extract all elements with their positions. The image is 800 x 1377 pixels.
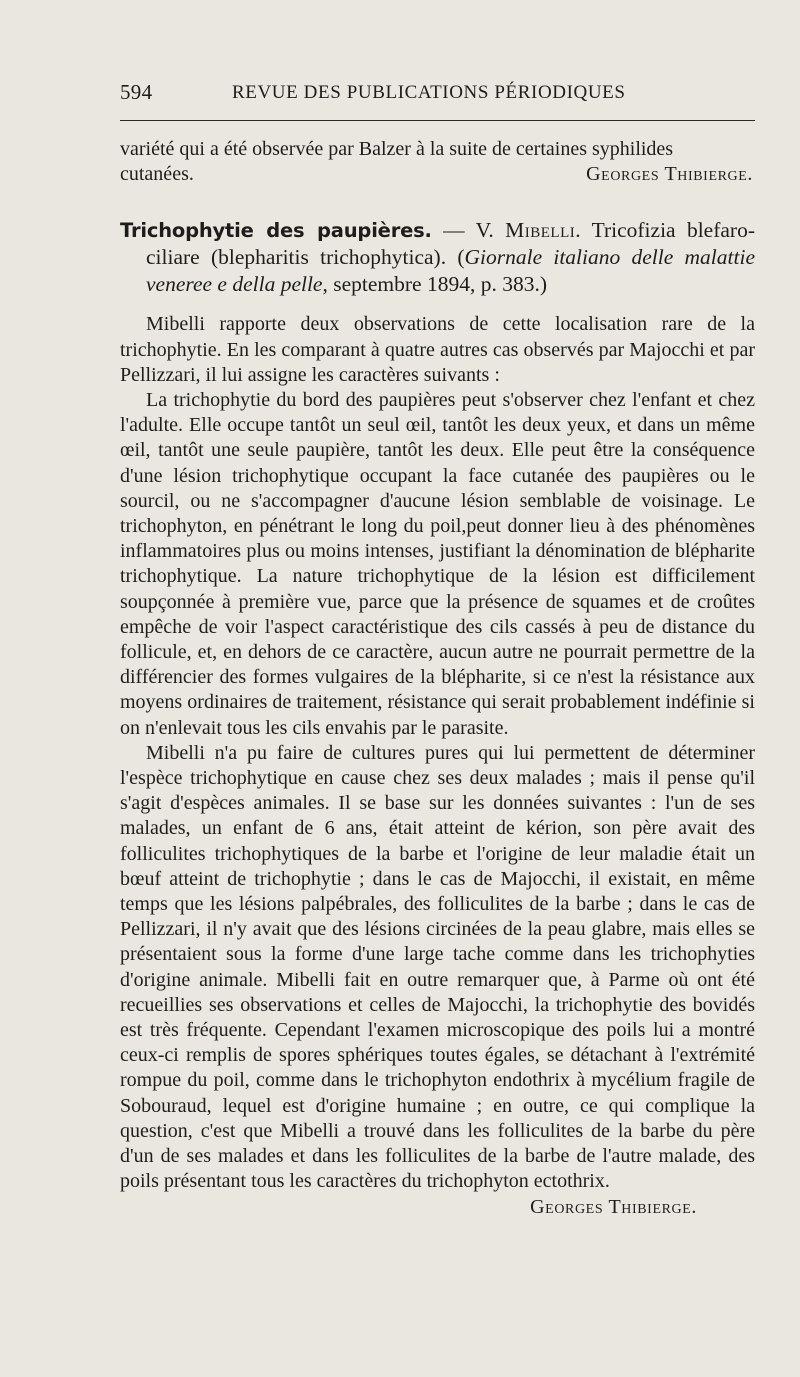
- article-signature: Georges Thibierge.: [530, 1195, 697, 1218]
- previous-article-end: [120, 162, 755, 187]
- paragraph: Mibelli rapporte deux observations de cette localisation rare de la trichophytie. En les comparant à quatre autres cas observés par Majocchi et par Pellizzari, il lui assigne les caractères suivants :: [120, 313, 755, 386]
- article-title: Trichophytie des paupières.: [120, 219, 432, 243]
- previous-article-last-word: cutanées.: [120, 163, 194, 186]
- page-body: [120, 137, 755, 1220]
- citation-details: , septembre 1894, p. 383.): [322, 272, 547, 297]
- article-heading: [120, 217, 755, 298]
- previous-article-line: variété qui a été observée par Balzer à la suite de certaines syphilides: [120, 138, 674, 160]
- paragraph: La trichophytie du bord des paupières peut s'observer chez l'enfant et chez l'adulte. Elle occupe tantôt un seul œil, tantôt les deux yeux, et dans un même œil, tantôt une seule paupière, tantôt les deux. Elle peut être la conséquence d'une lésion trichophytique occupant la face cutanée des paupières ou le sourcil, ou ne s'accompagner d'aucune lésion semblable de voisinage. Le trichophyton, en pénétrant le long du poil,peut donner lieu à des phénomènes inflammatoires plus ou moins intenses, justifiant la dénomination de blépharite trichophytique. La nature trichophytique de la lésion est difficilement soupçonnée à première vue, parce que la présence de squames et de croûtes empêche de voir l'aspect caractéristique des cils cassés à peu de distance du follicule, et, en dehors de ce caractère, aucun autre ne pourrait permettre de la différencier des formes vulgaires de la blépharite, si ce n'est la résistance aux moyens ordinaires de traitement, résistance qui serait probablement indéfinie si on n'enlevait tous les cils envahis par le parasite.: [120, 389, 755, 739]
- heading-dash: — V.: [431, 218, 506, 243]
- journal-name: Giornale italiano delle malattie veneree e della pelle: [146, 245, 755, 297]
- page-number: 594: [120, 80, 153, 104]
- previous-article-signature: Georges Thibierge.: [586, 163, 753, 186]
- paragraph: Mibelli n'a pu faire de cultures pures qui lui permettent de déterminer l'espèce trichophytique en cause chez ses deux malades ; mais il pense qu'il s'agit d'espèces animales. Il se base sur les données suivantes : l'un de ses malades, un enfant de 6 ans, était atteint de kérion, son père avait des folliculites trichophytiques de la barbe et l'origine de leur maladie était un bœuf atteint de trichophytie ; dans le cas de Majocchi, il existait, en même temps que les lésions palpébrales, des folliculites de la barbe ; dans le cas de Pellizzari, il n'y avait que des lésions circinées de la peau glabre, mais elles se présentaient sous la forme d'une large tache comme dans les trichophyties d'origine animale. Mibelli fait en outre remarquer que, à Parme où ont été recueillies ses observations et celles de Majocchi, la trichophytie des bovidés est très fréquente. Cependant l'examen microscopique des poils lui a montré ceux-ci remplis de spores sphériques toutes égales, se détachant à l'extrémité rompue du poil, comme dans le trichophyton endothrix à mycélium fragile de Sobouraud, lequel est d'origine humaine ; en outre, ce qui complique la question, c'est que Mibelli a trouvé dans les folliculites de la barbe du père d'un de ses malades et dans les folliculites de la barbe de l'autre malade, des poils présentant tous les caractères du trichophyton ectothrix.: [120, 741, 755, 1193]
- article-author: Mibelli: [505, 218, 576, 243]
- running-header: [120, 80, 755, 112]
- article-original-title: . Tricofizia blefaro-ciliare (blepharitis trichophytica). (: [146, 218, 755, 270]
- header-rule: [120, 120, 755, 121]
- running-title: REVUE DES PUBLICATIONS PÉRIODIQUES: [232, 82, 626, 103]
- spacer: [120, 298, 755, 312]
